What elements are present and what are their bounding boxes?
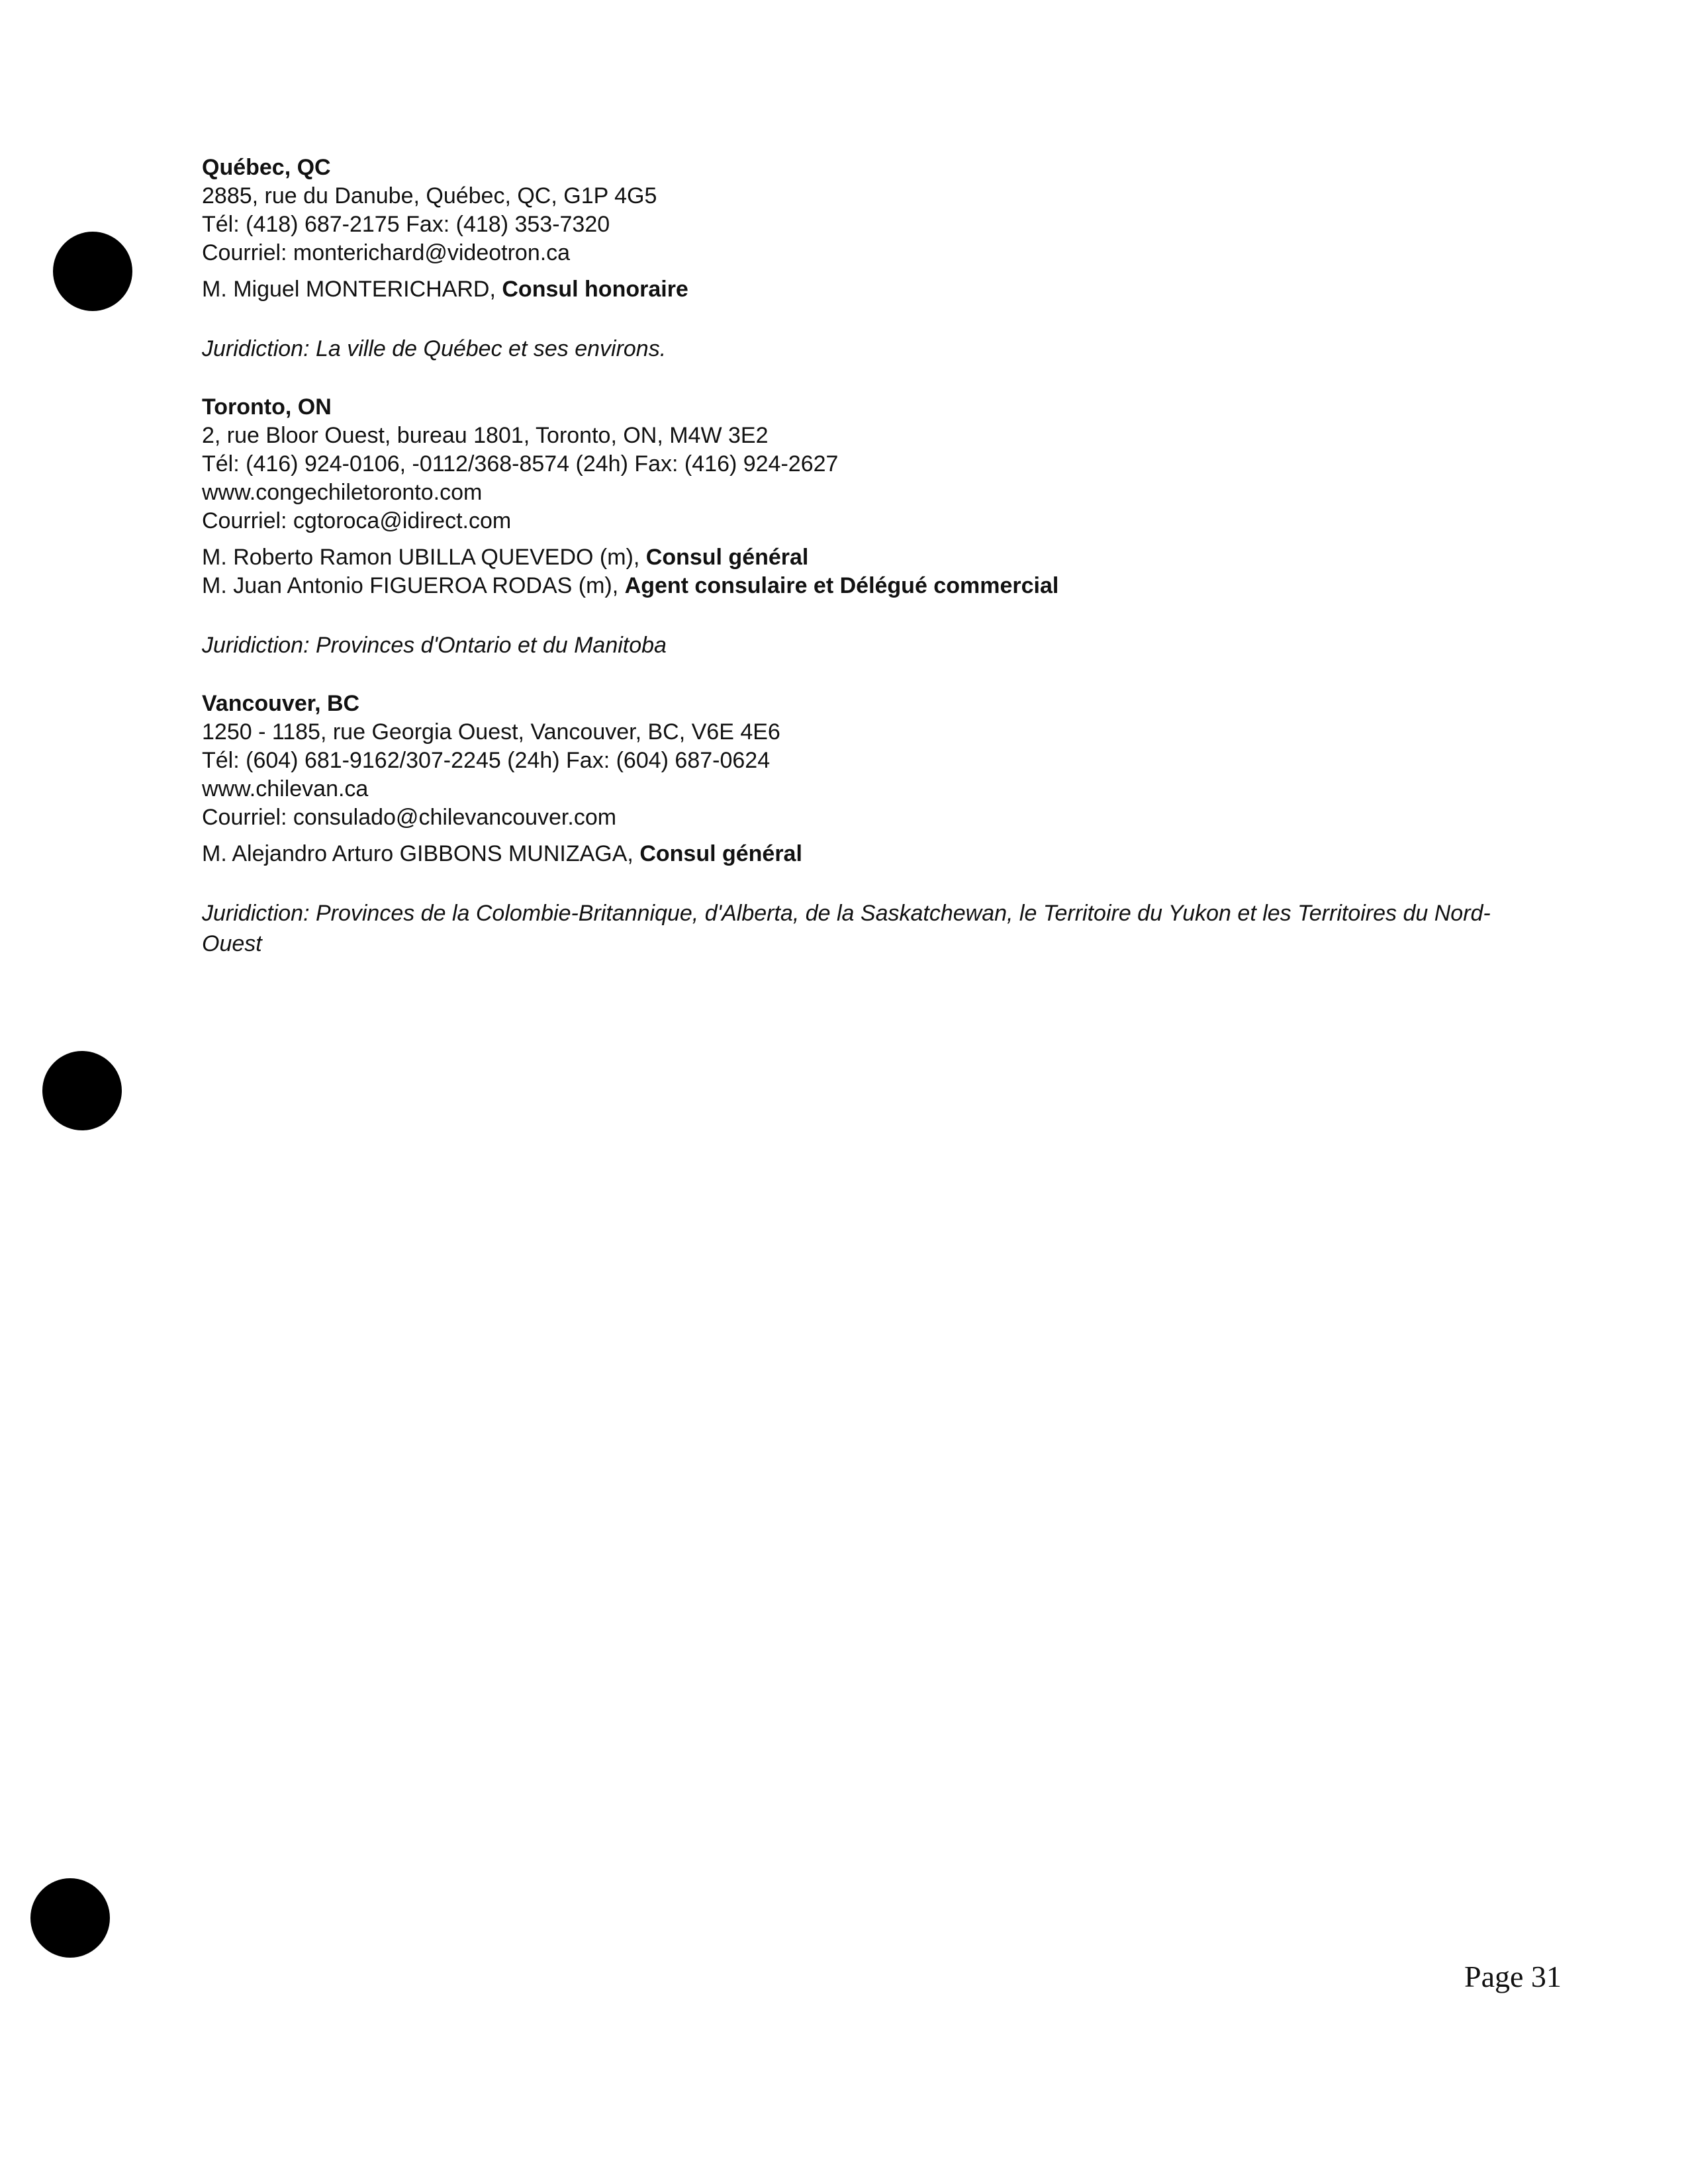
staff-title: Consul général	[645, 545, 809, 570]
address-line: 2, rue Bloor Ouest, bureau 1801, Toronto, ON, M4W 3E2	[202, 423, 769, 448]
staff-entry	[202, 275, 1532, 304]
phone-fax-line: Tél: (416) 924-0106, -0112/368-8574 (24h) Fax: (416) 924-2627	[202, 451, 839, 477]
staff-list	[202, 275, 1532, 304]
staff-name: M. Alejandro Arturo GIBBONS MUNIZAGA,	[202, 841, 640, 866]
punch-hole	[53, 232, 132, 311]
jurisdiction-note: Juridiction: La ville de Québec et ses environs.	[202, 336, 667, 361]
city-heading: Québec, QC	[202, 155, 331, 180]
phone-fax-line: Tél: (604) 681-9162/307-2245 (24h) Fax: (604) 687-0624	[202, 748, 771, 773]
email-line: Courriel: consulado@chilevancouver.com	[202, 805, 617, 830]
city-heading: Vancouver, BC	[202, 691, 360, 716]
staff-name: M. Roberto Ramon UBILLA QUEVEDO (m),	[202, 545, 646, 570]
staff-entry	[202, 543, 1532, 572]
staff-name: M. Miguel MONTERICHARD,	[202, 277, 502, 302]
staff-entry	[202, 840, 1532, 868]
staff-name: M. Juan Antonio FIGUEROA RODAS (m),	[202, 573, 625, 598]
staff-title: Agent consulaire et Délégué commercial	[624, 573, 1059, 598]
consulate-entry-quebec	[202, 154, 1532, 364]
staff-title: Consul honoraire	[502, 277, 688, 302]
consulate-entry-vancouver	[202, 690, 1532, 959]
address-line: 1250 - 1185, rue Georgia Ouest, Vancouver, BC, V6E 4E6	[202, 719, 780, 745]
website-line: www.congechiletoronto.com	[202, 480, 483, 505]
staff-list	[202, 840, 1532, 868]
city-heading: Toronto, ON	[202, 394, 332, 420]
page-number: Page 31	[1464, 1960, 1562, 1993]
email-line: Courriel: monterichard@videotron.ca	[202, 240, 571, 265]
consulate-entry-toronto	[202, 393, 1532, 660]
address-line: 2885, rue du Danube, Québec, QC, G1P 4G5	[202, 183, 657, 208]
jurisdiction-note: Juridiction: Provinces d'Ontario et du Manitoba	[202, 633, 667, 658]
jurisdiction-note: Juridiction: Provinces de la Colombie-Britannique, d'Alberta, de la Saskatchewan, le Territoire du Yukon et les Territoires du Nord-Ouest	[202, 901, 1491, 956]
phone-fax-line: Tél: (418) 687-2175 Fax: (418) 353-7320	[202, 212, 610, 237]
email-line: Courriel: cgtoroca@idirect.com	[202, 508, 512, 533]
staff-entry	[202, 572, 1532, 600]
section-spacer	[202, 364, 1532, 393]
consulate-listing	[202, 154, 1532, 959]
section-spacer	[202, 660, 1532, 690]
staff-list	[202, 543, 1532, 600]
staff-title: Consul général	[639, 841, 802, 866]
website-line: www.chilevan.ca	[202, 776, 369, 801]
punch-hole	[30, 1878, 110, 1958]
punch-hole	[42, 1051, 122, 1130]
